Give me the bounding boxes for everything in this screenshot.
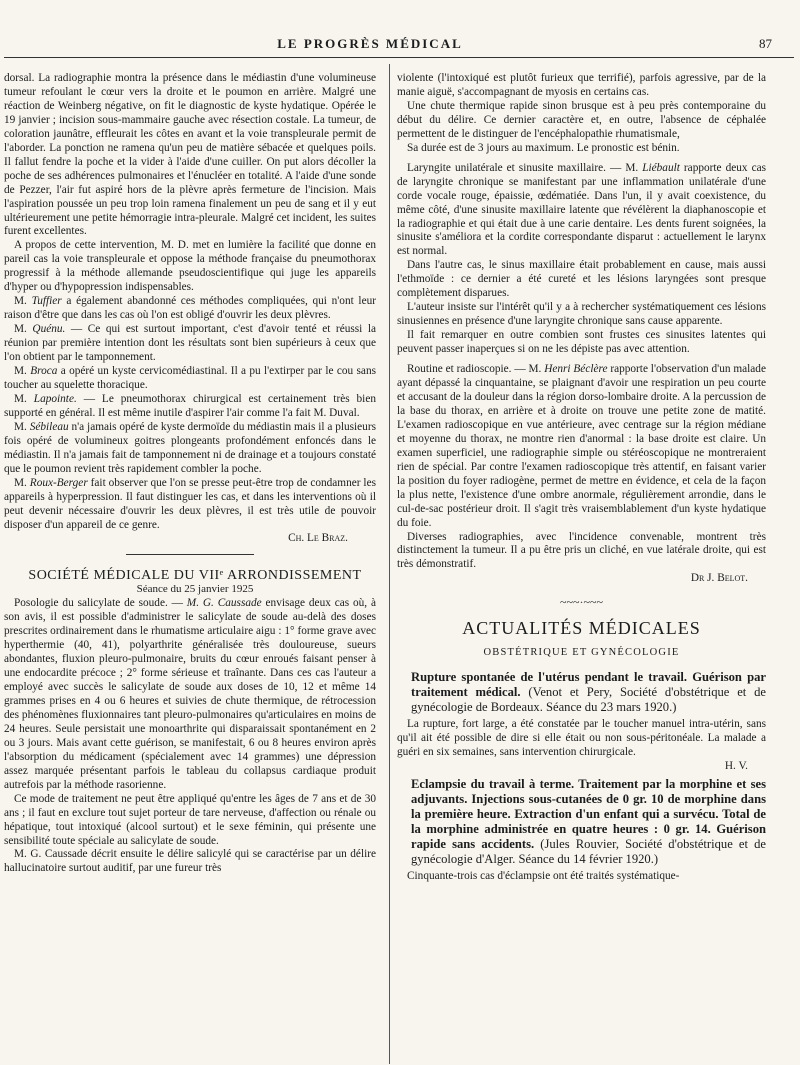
paragraph: Ce mode de traitement ne peut être appliqué qu'entre les âges de 7 ans et de 30 ans ; il faut en exclure tout sujet porteur de tare nerveuse, d'affection ou rénale ou hépatique, tout intoxiqué (alcool surtout) et le sexe féminin, qui présente une sensibilité toute spéciale au salicylate de soude. [4, 792, 376, 847]
author-name: M. G. Caussade [186, 597, 262, 610]
entry-title: Posologie du salicylate de soude. [14, 597, 168, 610]
speaker-name: Broca [30, 365, 58, 378]
paragraph: Posologie du salicylate de soude. — M. G. Caussade envisage deux cas où, à son avis, il est possible d'administrer le salicylate de soude au-delà des doses prescrites ordinairement dans le rhumatisme articulaire aigu : 1° forme grave avec hyperthermie (40, 41), polyarthrite généralisée très douloureuse, sueurs abondantes, fluxion pleuro-pulmonaire, bruits du cœur enroués faisant penser à une endocardite précoce ; 2° forme sérieuse et traînante. Dans ces cas l'auteur a employé avec succès le salicylate de soude aux doses de 10, 12 et même 14 grammes prises en 4 ou 6 heures et suivies de chute thermique, de rétrocession des phénomènes fluxionnaires tant pleuro-pulmonaires qu'articulaires en moins de 24 heures. Seule persistait une monoarthrite qui disparaissait spontanément en 2 ou 3 jours. Mais avant cette guérison, se manifestait, 6 ou 8 heures environ après l'absorption du médicament (spécialement avec 14 grammes) une dépression assez marquée présentant parfois le tableau du collapsus cardiaque produit autrefois par la méthode rasorienne. [4, 597, 376, 791]
paragraph-text: — Le pneumothorax chirurgical est certainement très bien supporté en général. Il est même inutile d'aspirer l'air comme l'a fait M. Duval. [4, 392, 376, 419]
paragraph: M. Broca a opéré un kyste cervicomédiastinal. Il a pu l'extirper par le cou sans toucher au squelette thoracique. [4, 365, 376, 391]
journal-title: LE PROGRÈS MÉDICAL [277, 36, 463, 51]
paragraph: M. Tuffier a également abandonné ces méthodes compliquées, qui n'ont leur raison d'être que dans les cas où l'on est obligé d'ouvrir les deux plèvres. [4, 295, 376, 322]
paragraph-text: rapporte l'observation d'un malade ayant dépassé la cinquantaine, se plaignant d'avoir une respiration un peu courte et accusant de la douleur dans la région dorso-lombaire droite. A la percussion de la base du thorax, en arrière et à droite on trouve une petite zone de matité. L'examen radioscopique en vue antérieure, avec centrage sur la région médiane et moyenne du thorax, ne montre rien d'anormal : la base droite est claire. Un examen superficiel, une radiographie simple ou stéréoscopique ne montreraient rien de spécial. Par contre l'examen radioscopique très attentif, en faisant varier la position du foyer radiogène, permet de mettre en évidence, et cela de la façon la plus nette, l'existence d'une ombre anormale, régulièrement arrondie, dans le cul-de-sac postérieur droit. Il s'agit très vraisemblablement d'un kyste hydatique du foie. [397, 363, 766, 529]
paragraph: violente (l'intoxiqué est plutôt furieux que terrifié), parfois agressive, par de la manie aiguë, s'accompagnant de myosis en certains cas. [397, 72, 766, 98]
paragraph [397, 162, 766, 260]
ornament-divider: ~~~·~~~ [560, 595, 603, 610]
paragraph: La rupture, fort large, a été constatée par le toucher manuel intra-utérin, sans qu'il ait été possible de dire si elle était ou non sous-péritonéale. La malade a guéri en six semaines, sans intervention chirurgicale. [397, 718, 766, 759]
paragraph: Diverses radiographies, avec l'incidence convenable, montrent très distinctement la tumeur. Il a pu être pris un cliché, en vue latérale droite, qui est très démonstratif. [397, 530, 766, 571]
author-name: Liébault [642, 161, 680, 174]
section-date: Séance du 25 janvier 1925 [136, 583, 254, 596]
section-title: SOCIÉTÉ MÉDICALE DU VIIᵉ ARRONDISSEMENT [28, 568, 362, 584]
article-heading [397, 670, 766, 715]
article-title: Rupture spontanée de l'utérus pendant le travail. Guérison par traitement médical. [411, 670, 766, 700]
paragraph: Une chute thermique rapide sinon brusque est à peu près contemporaine du début du délire. Ce dernier caractère et, en outre, l'absence de céphalée permettent de le distinguer de l'encéphalopathie rhumatismale, [397, 99, 766, 140]
author-signature: H. V. [724, 760, 748, 773]
paragraph: M. Lapointe. — Le pneumothorax chirurgical est certainement très bien supporté en général. Il est même inutile d'aspirer l'air comme l'a fait M. Duval. [4, 392, 376, 419]
speaker-name: Tuffier [31, 295, 62, 308]
paragraph: M. G. Caussade décrit ensuite le délire salicylé qui se caractérise par un délire hallucinatoire surtout auditif, par une fureur très [4, 848, 376, 875]
paragraph-text: fait observer que l'on se presse peut-être trop de condamner les appareils à hyperpression. Il faut distinguer les cas, et dans les interventions où il peut devenir nécessaire d'ouvrir les deux plèvres, il est très utile de pouvoir disposer d'un appareil de ce genre. [4, 476, 376, 531]
header-rule [4, 57, 794, 58]
entry-title: Routine et radioscopie. — M. [407, 363, 542, 376]
article-heading [397, 777, 766, 867]
section-divider [126, 554, 254, 555]
section-subheading: OBSTÉTRIQUE ET GYNÉCOLOGIE [483, 647, 680, 659]
paragraph-text: a également abandonné ces méthodes compliquées, qui n'ont leur raison d'être que dans les cas où l'on est obligé d'ouvrir les deux plèvres. [4, 295, 376, 322]
speaker-name: Quénu. [32, 323, 66, 336]
author-signature: Ch. Le Braz. [288, 532, 348, 545]
speaker-name: Lapointe. [33, 392, 77, 405]
paragraph-text: a opéré un kyste cervicomédiastinal. Il a pu l'extirper par le cou sans toucher au squelette thoracique. [4, 365, 376, 391]
right-column [397, 72, 766, 1062]
paragraph: M. Quénu. — Ce qui est surtout important, c'est d'avoir tenté et réussi la réunion par première intention dont les résultats sont bien supérieurs à ceux que l'on obtient par le tamponnement. [4, 323, 376, 364]
paragraph: Sa durée est de 3 jours au maximum. Le pronostic est bénin. [407, 141, 680, 154]
paragraph: Cinquante-trois cas d'éclampsie ont été traités systématique- [407, 869, 680, 882]
author-signature: Dr J. Belot. [690, 572, 748, 585]
page-number: 87 [759, 36, 772, 51]
article-reference: (Venot et Pery, Société d'obstétrique et de gynécologie de Bordeaux. Séance du 23 mars 1920.) [411, 685, 766, 715]
paragraph: Dans l'autre cas, le sinus maxillaire était probablement en cause, mais aussi l'ethmoïde : ce dernier a été cureté et les lésions laryngées sont presque complètement disparues. [397, 259, 766, 300]
column-rule [389, 64, 390, 1064]
paragraph-text: — Ce qui est surtout important, c'est d'avoir tenté et réussi la réunion par première intention dont les résultats sont bien supérieurs à ceux que l'on obtient par le tamponnement. [4, 323, 376, 364]
paragraph-text: rapporte deux cas de laryngite chronique se manifestant par une inflammation unilatérale d'une corde vocale rouge, épaissie, œdématiée. Dans l'un, il y avait coexistence, du même côté, d'une sinusite maxillaire latente que révélèrent la diaphanoscopie et la radiographie et qui était due à une carie dentaire. Les dents furent soignées, la sinusite s'améliora et la cordite correspondante disparut : actuellement le larynx est normal. [397, 161, 766, 258]
running-head [0, 36, 800, 54]
paragraph: M. Roux-Berger fait observer que l'on se presse peut-être trop de condamner les appareils à hyperpression. Il faut distinguer les cas, et dans les interventions où il peut devenir nécessaire d'ouvrir les deux plèvres, il est très utile de pouvoir disposer d'un appareil de ce genre. [4, 476, 376, 531]
paragraph-text: n'a jamais opéré de kyste dermoïde du médiastin mais il a plusieurs fois opéré de volumineux goitres plongeants profondément enfoncés dans le médiastin. Il n'a jamais fait de tamponnement ni de drainage et a toujours constaté que le poumon revient très rapidement combler la poche. [4, 420, 376, 475]
paragraph: M. Sébileau n'a jamais opéré de kyste dermoïde du médiastin mais il a plusieurs fois opéré de volumineux goitres plongeants profondément enfoncés dans le médiastin. Il n'a jamais fait de tamponnement ni de drainage et a toujours constaté que le poumon revient très rapidement combler la poche. [4, 420, 376, 475]
entry-title: Laryngite unilatérale et sinusite maxillaire. — M. [407, 161, 639, 174]
paragraph: A propos de cette intervention, M. D. met en lumière la facilité que donne en pareil cas la voie transpleurale et oppose la méthode française du pneumothorax progressif à la méthode allemande pseudoscientifique qui juge les appareils d'hyper ou d'hypopression indispensables. [4, 239, 376, 294]
paragraph: L'auteur insiste sur l'intérêt qu'il y a à rechercher systématiquement ces lésions sinusiennes en présence d'une laryngite chronique sans cause apparente. [397, 301, 766, 328]
speaker-name: Sébileau [29, 420, 69, 433]
paragraph: Il fait remarquer en outre combien sont frustes ces sinusites latentes qui peuvent passer inaperçues si on ne les dépiste pas avec attention. [397, 329, 766, 356]
paragraph [397, 363, 766, 530]
article-reference: (Jules Rouvier, Société d'obstétrique et de gynécologie d'Alger. Séance du 14 février 1920.) [411, 836, 766, 866]
section-title: ACTUALITÉS MÉDICALES [462, 618, 701, 639]
author-name: Henri Béclère [544, 363, 608, 376]
speaker-name: Roux-Berger [29, 476, 88, 489]
paragraph-text: envisage deux cas où, à son avis, il est possible d'administrer le salicylate de soude au-delà des doses prescrites ordinairement dans le rhumatisme articulaire aigu : 1° forme grave avec hyperthermie (40, 41), polyarthrite généralisée très douloureuse, sueurs abondantes, fluxion pleuro-pulmonaire, bruits du cœur enroués faisant penser à une endocardite précoce ; 2° forme sérieuse et traînante. Dans ces cas l'auteur a employé avec succès le salicylate de soude aux doses de 10, 12 et même 14 grammes prises en 4 ou 6 heures et suivies de chute thermique, de rétrocession des phénomènes fluxionnaires tant pleuro-pulmonaires qu'articulaires en moins de 24 heures. Seule persistait une monoarthrite qui disparaissait spontanément en 2 ou 3 jours. Mais avant cette guérison, se manifestait, 6 ou 8 heures environ après l'absorption du médicament (spécialement avec 14 grammes) une dépression assez marquée présentant parfois le tableau du collapsus cardiaque produit autrefois par la méthode rasorienne. [4, 597, 376, 791]
left-column [4, 72, 376, 1062]
paragraph: dorsal. La radiographie montra la présence dans le médiastin d'une volumineuse tumeur refoulant le cœur vers la droite et le poumon en arrière. Malgré une réaction de Weinberg négative, on fit le diagnostic de kyste hydatique. Opérée le 19 janvier ; incision sous-mammaire gauche avec résection costale. La tumeur, de coloration jaunâtre, effleurait les côtes en avant et la voie transpleurale permit de l'aborder. La ponction ne ramena qu'un peu de matière sébacée et quelques poils. Il fallut fendre la poche et la vider à l'aide d'une cuiller. On put alors décoller la poche de ses adhérences pulmonaires et l'énucléer en totalité. A l'aide d'une sonde de Pezzer, l'air fut aspiré hors de la plèvre après fermeture de l'incision. Mais l'aspiration poussée un peu trop loin ramena finalement un peu de sang et il y eut ultérieurement une petite hémorragie intra-pleurale. Malgré cet incident, les suites furent excellentes. [4, 72, 376, 238]
article-title: Eclampsie du travail à terme. Traitement par la morphine et ses adjuvants. Injections sous-cutanées de 0 gr. 10 de morphine dans la première heure. Extraction d'un enfant qui a survécu. Total de la morphine administrée en quatre heures : 0 gr. 14. Guérison rapide sans accidents. [411, 776, 766, 851]
